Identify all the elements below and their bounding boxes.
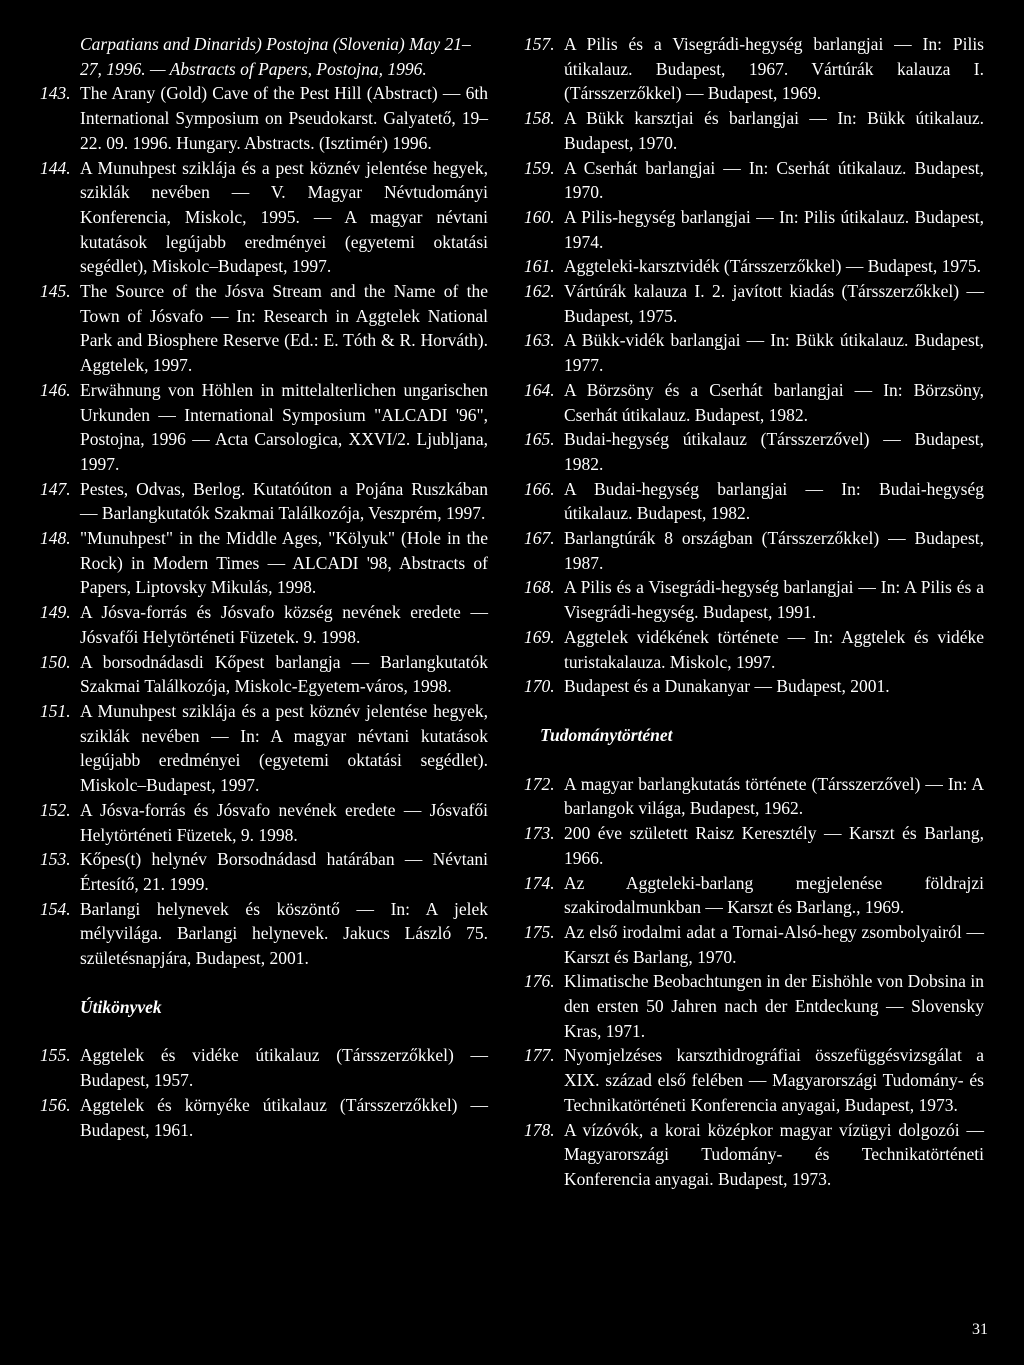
entry-text: Erwähnung von Höhlen in mittelalterlichen ungarischen Urkunden — International Symposium "ALCADI '96", Postojna, 1996 — Acta Carsologica, XXVI/2. Ljubljana, 1997. [80, 379, 488, 474]
entry-text: Nyomjelzéses karszthidrográfiai összefüggésvizsgálat a XIX. század első felében — Magyarországi Tudomány- és Technikatörténeti Konferencia anyagai, Budapest, 1973. [564, 1045, 984, 1115]
section-heading: Tudománytörténet [540, 724, 673, 745]
entry-number: 163. [524, 330, 555, 351]
entry-text: A Pilis és a Visegrádi-hegység barlangjai — In: A Pilis és a Visegrádi-hegység. Budapest, 1991. [564, 577, 984, 623]
entry-number: 166. [524, 478, 555, 499]
entry-text: A Jósva-forrás és Jósvafo község nevének eredete — Jósvafői Helytörténeti Füzetek. 9. 1998. [80, 602, 488, 647]
entry-text: The Arany (Gold) Cave of the Pest Hill (Abstract) — 6th International Symposium on Pseudokarst. Galyatető, 19–22. 09. 1996. Hungary. Abstracts. (Isztimér) 1996. [80, 83, 488, 153]
entry-text: A Pilis-hegység barlangjai — In: Pilis útikalauz. Budapest, 1974. [564, 206, 984, 252]
entry-number: 177. [524, 1045, 555, 1066]
entry-number: 149. [40, 602, 71, 623]
bibliography-entry [40, 279, 488, 378]
bibliography-entry [524, 674, 984, 699]
bibliography-entry [524, 328, 984, 377]
bibliography-entry [524, 106, 984, 155]
entry-text: Vártúrák kalauza I. 2. javított kiadás (Társszerzőkkel) — Budapest, 1975. [564, 281, 984, 326]
entry-number: 144. [40, 157, 71, 178]
section-heading: Útikönyvek [80, 996, 162, 1017]
bibliography-entry [524, 920, 984, 969]
section-gap [524, 699, 984, 723]
entry-number: 168. [524, 577, 555, 598]
entry-text: Budapest és a Dunakanyar — Budapest, 2001. [564, 676, 890, 697]
section-gap [40, 1019, 488, 1043]
entry-number: 148. [40, 528, 71, 549]
bibliography-entry [40, 650, 488, 699]
entry-text: A Pilis és a Visegrádi-hegység barlangjai — In: Pilis útikalauz. Budapest, 1967. Vártúrák kalauza I. (Társszerzőkkel) — Budapest, 1969. [564, 34, 984, 104]
entry-number: 156. [40, 1094, 71, 1115]
left-column [40, 32, 488, 1142]
entry-text: "Munuhpest" in the Middle Ages, "Kölyuk" (Hole in the Rock) in Modern Times — ALCADI '98, Abstracts of Papers, Liptovsky Mikulás, 1998. [80, 528, 488, 598]
entry-text: A Munuhpest sziklája és a pest köznév jelentése hegyek, sziklák nevében — V. Magyar Névtudományi Konferencia, Miskolc, 1995. — A magyar névtani kutatások legújabb eredményei (egyetemi oktatási segédlet), Miskolc–Budapest, 1997. [80, 157, 488, 277]
bibliography-entry [524, 575, 984, 624]
bibliography-entry [524, 477, 984, 526]
entry-text: A Jósva-forrás és Jósvafo nevének eredete — Jósvafői Helytörténeti Füzetek, 9. 1998. [80, 799, 488, 845]
entry-text: Budai-hegység útikalauz (Társszerzővel) — Budapest, 1982. [564, 429, 984, 474]
entry-number: 158. [524, 108, 555, 129]
bibliography-entry [524, 205, 984, 254]
entry-text: Barlangtúrák 8 országban (Társszerzőkkel) — Budapest, 1987. [564, 528, 984, 573]
bibliography-entry [524, 772, 984, 821]
entry-number: 167. [524, 528, 555, 549]
entry-number: 153. [40, 849, 71, 870]
bibliography-entry [524, 969, 984, 1043]
bibliography-entry [40, 897, 488, 971]
entry-number: 161. [524, 256, 555, 277]
entry-number: 150. [40, 651, 71, 672]
entry-number: 154. [40, 898, 71, 919]
page-number: 31 [972, 1321, 988, 1338]
entry-text: Kőpes(t) helynév Borsodnádasd határában — Névtani Értesítő, 21. 1999. [80, 849, 488, 894]
entry-text: A Börzsöny és a Cserhát barlangjai — In: Börzsöny, Cserhát útikalauz. Budapest, 1982. [564, 379, 984, 425]
entry-number: 146. [40, 379, 71, 400]
bibliography-entry [40, 477, 488, 526]
entry-text: A Budai-hegység barlangjai — In: Budai-hegység útikalauz. Budapest, 1982. [564, 478, 984, 524]
continuation-text: Carpatians and Dinarids) Postojna (Slovenia) May 21–27, 1996. — Abstracts of Papers, Postojna, 1996. [80, 34, 471, 79]
entry-text: Klimatische Beobachtungen in der Eishöhle von Dobsina in den ersten 50 Jahren nach der Entdeckung — Slovensky Kras, 1971. [564, 971, 984, 1041]
entry-text: A magyar barlangkutatás története (Társszerzővel) — In: A barlangok világa, Budapest, 1962. [564, 773, 984, 819]
entry-number: 147. [40, 478, 71, 499]
entry-number: 175. [524, 921, 555, 942]
entry-number: 162. [524, 281, 555, 302]
entry-text: A Bükk karsztjai és barlangjai — In: Bükk útikalauz. Budapest, 1970. [564, 108, 984, 153]
bibliography-entry [524, 279, 984, 328]
entry-number: 174. [524, 872, 555, 893]
entry-number: 176. [524, 971, 555, 992]
entry-text: Az Aggteleki-barlang megjelenése földrajzi szakirodalmunkban — Karszt és Barlang., 1969. [564, 872, 984, 918]
bibliography-entry [40, 798, 488, 847]
entry-number: 173. [524, 823, 555, 844]
bibliography-entry [524, 526, 984, 575]
bibliography-entry [524, 32, 984, 106]
bibliography-entry [40, 81, 488, 155]
entry-text: The Source of the Jósva Stream and the Name of the Town of Jósvafo — In: Research in Aggtelek National Park and Biosphere Reserve (Ed.: E. Tóth & R. Horváth). Aggtelek, 1997. [80, 281, 488, 376]
bibliography-entry [40, 699, 488, 798]
entry-number: 160. [524, 206, 555, 227]
bibliography-entry [40, 378, 488, 477]
entry-text: Aggteleki-karsztvidék (Társszerzőkkel) — Budapest, 1975. [564, 256, 981, 277]
entry-number: 143. [40, 83, 71, 104]
entry-number: 178. [524, 1119, 555, 1140]
bibliography-entry [524, 254, 984, 279]
entry-number: 152. [40, 799, 71, 820]
entry-text: Aggtelek és környéke útikalauz (Társszerzőkkel) — Budapest, 1961. [80, 1094, 488, 1140]
entry-number: 155. [40, 1045, 71, 1066]
bibliography-entry [524, 427, 984, 476]
entry-number: 157. [524, 34, 555, 54]
entry-text: Aggtelek vidékének története — In: Aggtelek és vidéke turistakalauza. Miskolc, 1997. [564, 626, 984, 672]
entry-number: 169. [524, 626, 555, 647]
entry-text: A vízóvók, a korai középkor magyar vízügyi dolgozói — Magyarországi Tudomány- és Technikatörténeti Konferencia anyagai. Budapest, 1973. [564, 1119, 984, 1189]
bibliography-entry [40, 1043, 488, 1092]
entry-number: 164. [524, 379, 555, 400]
entry-text: A Cserhát barlangjai — In: Cserhát útikalauz. Budapest, 1970. [564, 157, 984, 203]
bibliography-entry [524, 1043, 984, 1117]
entry-number: 145. [40, 281, 71, 302]
bibliography-entry [40, 1093, 488, 1142]
bibliography-entry [524, 156, 984, 205]
section-gap [524, 748, 984, 772]
bibliography-entry [40, 847, 488, 896]
entry-text: Aggtelek és vidéke útikalauz (Társszerzőkkel) — Budapest, 1957. [80, 1045, 488, 1091]
entry-number: 151. [40, 700, 71, 721]
entry-number: 170. [524, 676, 555, 697]
bibliography-entry [40, 156, 488, 280]
entry-text: A Bükk-vidék barlangjai — In: Bükk útikalauz. Budapest, 1977. [564, 330, 984, 376]
bibliography-entry [524, 378, 984, 427]
bibliography-entry [524, 821, 984, 870]
entry-text: Pestes, Odvas, Berlog. Kutatóúton a Pojána Ruszkában — Barlangkutatók Szakmai Találkozója, Veszprém, 1997. [80, 478, 488, 524]
entry-text: A borsodnádasdi Kőpest barlangja — Barlangkutatók Szakmai Találkozója, Miskolc-Egyetem-város, 1998. [80, 651, 488, 697]
entry-text: A Munuhpest sziklája és a pest köznév jelentése hegyek, sziklák nevében — In: A magyar névtani kutatások legújabb eredményei (egyetemi oktatási segédlet). Miskolc–Budapest, 1997. [80, 700, 488, 796]
bibliography-entry [524, 625, 984, 674]
section-gap [40, 971, 488, 995]
right-column [524, 32, 984, 1192]
entry-text: Barlangi helynevek és köszöntő — In: A jelek mélyvilága. Barlangi helynevek. Jakucs László 75. születésnapjára, Budapest, 2001. [80, 898, 488, 969]
entry-number: 165. [524, 429, 555, 450]
bibliography-entry [40, 526, 488, 600]
entry-number: 159. [524, 157, 555, 178]
entry-text: 200 éve született Raisz Keresztély — Karszt és Barlang, 1966. [564, 823, 984, 868]
bibliography-entry [524, 871, 984, 920]
entry-number: 172. [524, 773, 555, 794]
bibliography-entry [524, 1118, 984, 1192]
bibliography-entry [40, 600, 488, 649]
entry-text: Az első irodalmi adat a Tornai-Alsó-hegy zsombolyairól — Karszt és Barlang, 1970. [564, 921, 984, 967]
